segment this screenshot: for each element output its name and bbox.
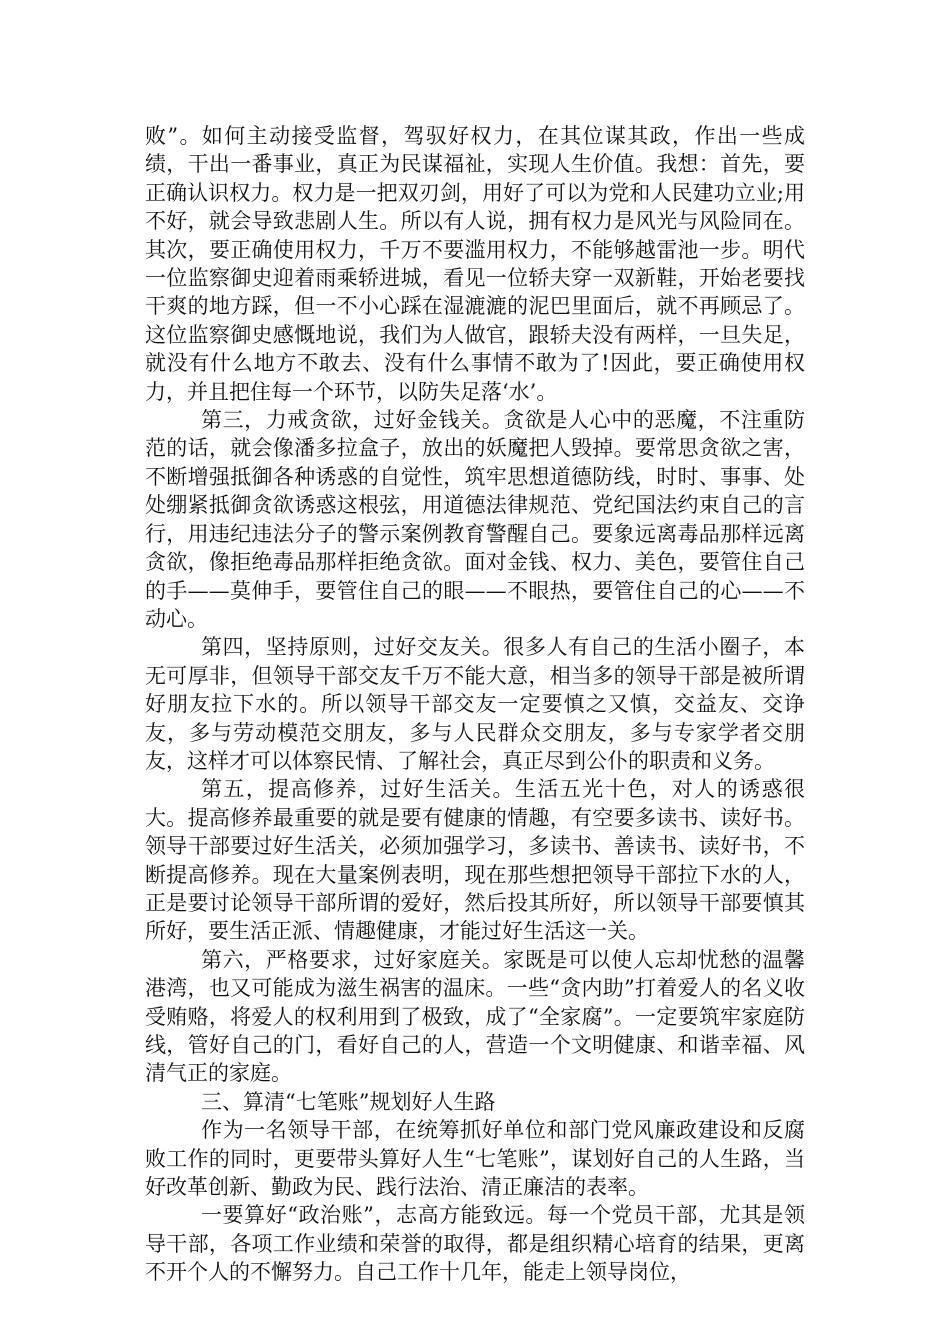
section-heading-seven-accounts: 三、算清“七笔账”规划好人生路 — [201, 1089, 496, 1114]
paragraph-friendship-gate: 第四，坚持原则，过好交友关。很多人有自己的生活小圈子，本无可厚非，但领导干部交友千万不能大意，相当多的领导干部是被所谓好朋友拉下水的。所以领导干部交友一定要慎之又慎，交益友、交诤友，多与劳动模范交朋友，多与人民群众交朋友，多与专家学者交朋友，这样才可以体察民情、了解社会，真正尽到公仆的职责和义务。 — [145, 635, 805, 773]
paragraph-political-account: 一要算好“政治账”，志高方能致远。每一个党员干部，尤其是领导干部，各项工作业绩和荣誉的取得，都是组织精心培育的结果，更离不开个人的不懈努力。自己工作十几年，能走上领导岗位， — [145, 1203, 805, 1285]
paragraph-leader-role: 作为一名领导干部，在统筹抓好单位和部门党风廉政建设和反腐败工作的同时，更要带头算好人生“七笔账”，谋划好自己的人生路，当好改革创新、勤政为民、践行法治、清正廉洁的表率。 — [145, 1118, 805, 1200]
document-page — [145, 122, 805, 1287]
paragraph-money-gate: 第三，力戒贪欲，过好金钱关。贪欲是人心中的恶魔，不注重防范的话，就会像潘多拉盒子，放出的妖魔把人毁掉。要常思贪欲之害，不断增强抵御各种诱惑的自觉性，筑牢思想道德防线，时时、事事、处处绷紧抵御贪欲诱惑这根弦，用道德法律规范、党纪国法约束自己的言行，用违纪违法分子的警示案例教育警醒自己。要象远离毒品那样远离贪欲，像拒绝毒品那样拒绝贪欲。面对金钱、权力、美色，要管住自己的手——莫伸手，要管住自己的眼——不眼热，要管住自己的心——不动心。 — [145, 408, 805, 631]
paragraph-family-gate: 第六，严格要求，过好家庭关。家既是可以使人忘却忧愁的温馨港湾，也又可能成为滋生祸害的温床。一些“贪内助”打着爱人的名义收受贿赂，将爱人的权利用到了极致，成了“全家腐”。一定要筑牢家庭防线，管好自己的门，看好自己的人，营造一个文明健康、和谐幸福、风清气正的家庭。 — [145, 947, 805, 1086]
paragraph-life-gate: 第五，提高修养，过好生活关。生活五光十色，对人的诱惑很大。提高修养最重要的就是要有健康的情趣，有空要多读书、读好书。领导干部要过好生活关，必须加强学习，多读书、善读书、读好书，不断提高修养。现在大量案例表明，现在那些想把领导干部拉下水的人，正是要讨论领导干部所谓的爱好，然后投其所好，所以领导干部要慎其所好，要生活正派、情趣健康，才能过好生活这一关。 — [145, 777, 805, 944]
paragraph-power-supervision: 败”。如何主动接受监督，驾驭好权力，在其位谋其政，作出一些成绩，干出一番事业，真正为民谋福祉，实现人生价值。我想：首先，要正确认识权力。权力是一把双刃剑，用好了可以为党和人民建功立业;用不好，就会导致悲剧人生。所以有人说，拥有权力是风光与风险同在。其次，要正确使用权力，千万不要滥用权力，不能够越雷池一步。明代一位监察御史迎着雨乘轿进城，看见一位轿夫穿一双新鞋，开始老要找干爽的地方踩，但一不小心踩在湿漉漉的泥巴里面后，就不再顾忌了。这位监察御史感慨地说，我们为人做官，跟轿夫没有两样，一旦失足，就没有什么地方不敢去、没有什么事情不敢为了!因此，要正确使用权力，并且把住每一个环节，以防失足落‘水’。 — [145, 124, 805, 404]
